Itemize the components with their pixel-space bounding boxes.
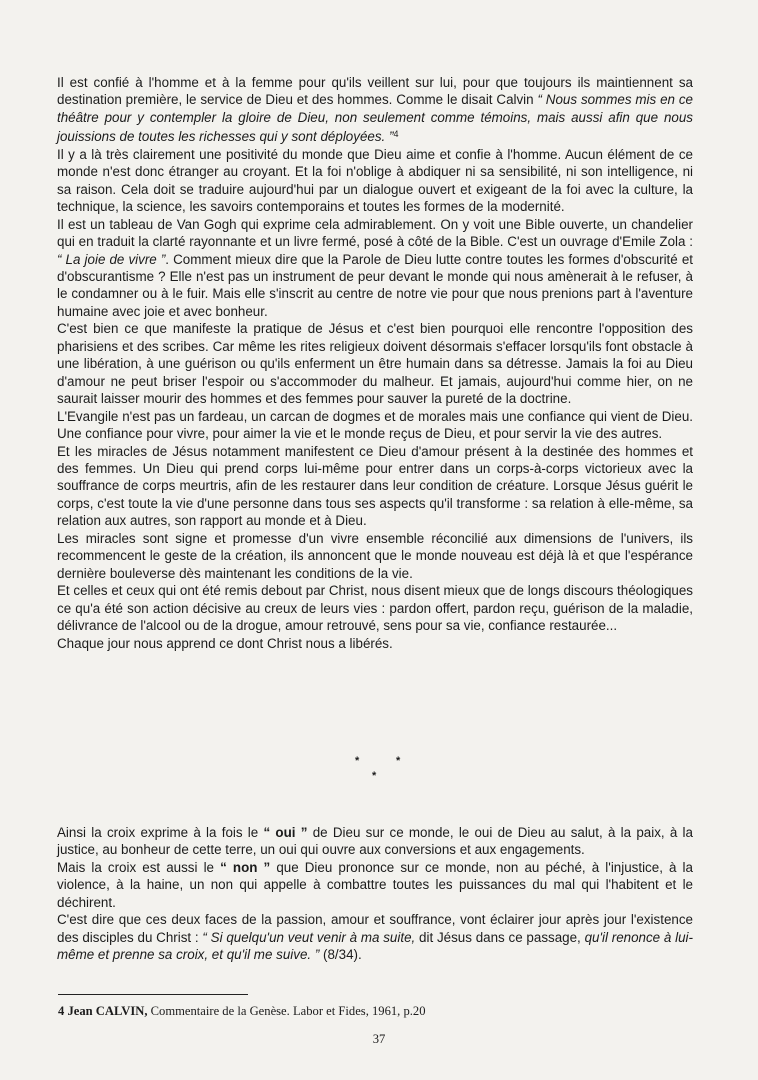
text-run: C'est dire que ces deux faces de la passion, amour et souffrance, vont éclairer jour après jour l'existence des disciples du Christ : <box>57 912 693 945</box>
text-run: Il est confié à l'homme et à la femme pour qu'ils veillent sur lui, pour que toujours ils maintiennent sa destination première, le service de Dieu et des hommes. Comme le disait Calvin <box>57 75 693 108</box>
separator-asterisk: * <box>372 770 377 782</box>
footnote-rule <box>58 994 248 995</box>
text-run: “ Si quelqu'un veut venir à ma suite, <box>202 929 416 945</box>
text-run: Mais la croix est aussi le <box>57 859 221 875</box>
text-run: Et les miracles de Jésus notamment manifestent ce Dieu d'amour présent à la destinée des hommes et des femmes. Un Dieu qui prend corps lui-même pour entrer dans un corps-à-corps victorieux avec la souffrance de corps meurtris, afin de les restaurer dans leur condition de créature. Lorsque Jésus guérit le corps, c'est toute la vie d'une personne dans tous ses aspects qu'il transforme : sa relation à elle-même, sa relation aux autres, son rapport au monde et à Dieu. <box>57 443 693 529</box>
paragraph <box>57 320 693 407</box>
text-run: (8/34). <box>319 947 362 963</box>
footnote-number: 4 <box>58 1004 65 1018</box>
text-run: “ Nous sommes mis en ce théâtre pour y contempler la gloire de Dieu, non seulement comme témoins, mais aussi afin que nous jouissions de toutes les richesses qui y sont déployées. ” <box>57 92 693 145</box>
text-run: dit Jésus dans ce passage, <box>415 929 585 945</box>
paragraph <box>57 635 693 652</box>
text-run: “ non ” <box>220 859 271 875</box>
text-run: “ La joie de vivre ” <box>57 251 166 267</box>
text-run: Il est un tableau de Van Gogh qui exprime cela admirablement. On y voit une Bible ouverte, un chandelier qui en traduit la clarté rayonnante et un livre fermé, posé à côté de la Bible. C'est un ouvrage d'Emile Zola : <box>57 216 693 250</box>
text-run: qu'il renonce à lui-même et prenne sa croix, et qu'il me suive. ” <box>57 929 693 963</box>
text-run: que Dieu prononce sur ce monde, non au péché, à l'injustice, à la violence, à la haine, un non qui appelle à combattre toutes les puissances du mal qui l'habitent et le déchirent. <box>57 859 693 910</box>
paragraph <box>57 408 693 443</box>
separator-asterisk: * <box>396 755 401 767</box>
footnote-author: Jean CALVIN, <box>67 1004 148 1018</box>
section-separator <box>0 756 758 786</box>
text-run: C'est bien ce que manifeste la pratique de Jésus et c'est bien pourquoi elle rencontre l'opposition des pharisiens et des scribes. Car même les rites religieux doivent désormais s'effacer lorsqu'ils font obstacle à une libération, à une guérison ou qu'ils enferment un être humain dans sa détresse. Jamais la foi au Dieu d'amour ne peut briser l'espoir ou s'accommoder du malheur. Et jamais, aujourd'hui comme hier, on ne saurait laisser mourir des hommes et des femmes pour sauver la pureté de la doctrine. <box>57 321 693 407</box>
separator-asterisk: * <box>355 755 360 767</box>
footnote <box>58 1003 426 1019</box>
paragraph <box>57 824 693 859</box>
footnote-ref: 4 <box>393 129 399 140</box>
paragraph <box>57 530 693 582</box>
closing-text <box>57 824 693 964</box>
paragraph <box>57 859 693 911</box>
text-run: Et celles et ceux qui ont été remis debout par Christ, nous disent mieux que de longs discours théologiques ce qu'a été son action décisive au creux de leurs vies : pardon offert, pardon reçu, guérison de la maladie, délivrance de l'alcool ou de la drogue, amour retrouvé, sens pour sa vie, confiance restaurée... <box>57 583 693 634</box>
page-number: 37 <box>372 1032 386 1046</box>
paragraph <box>57 582 693 634</box>
paragraph <box>57 146 693 216</box>
text-run: Les miracles sont signe et promesse d'un vivre ensemble réconcilié aux dimensions de l'univers, ils recommencent le geste de la création, ils annoncent que le monde nouveau est déjà là et que l'espérance dernière bouleverse dès maintenant les conditions de la vie. <box>57 530 693 581</box>
text-run: L'Evangile n'est pas un fardeau, un carcan de dogmes et de morales mais une confiance qui vient de Dieu. Une confiance pour vivre, pour aimer la vie et le monde reçus de Dieu, et pour servir la vie des autres. <box>57 408 693 442</box>
text-run: Il y a là très clairement une positivité du monde que Dieu aime et confie à l'homme. Aucun élément de ce monde n'est donc étranger au croyant. Et la foi n'oblige à abdiquer ni sa sensibilité, ni son intelligence, ni sa raison. Cela doit se traduire aujourd'hui par un dialogue ouvert et exigeant de la foi avec la culture, la technique, la science, les savoirs contemporains et toutes les formes de la modernité. <box>57 146 693 215</box>
paragraph <box>57 911 693 963</box>
text-run: de Dieu sur ce monde, le oui de Dieu au salut, à la paix, à la justice, au bonheur de cette terre, un oui qui ouvre aux conversions et aux engagements. <box>57 825 693 858</box>
text-run: . Comment mieux dire que la Parole de Dieu lutte contre toutes les formes d'obscurité et d'obscurantisme ? Elle n'est pas un instrument de peur devant le monde qui nous amènerait à le refuser, à le condamner ou à le fuir. Mais elle s'inscrit au centre de notre vie pour que nous prenions part à l'aventure humaine avec joie et avec bonheur. <box>57 251 693 319</box>
text-run: “ oui ” <box>263 825 308 840</box>
paragraph <box>57 216 693 321</box>
text-run: Ainsi la croix exprime à la fois le <box>57 825 264 840</box>
body-text <box>57 74 693 652</box>
paragraph <box>57 74 693 146</box>
footnote-text: Commentaire de la Genèse. Labor et Fides, 1961, p.20 <box>147 1004 426 1018</box>
paragraph <box>57 443 693 530</box>
text-run: Chaque jour nous apprend ce dont Christ nous a libérés. <box>57 635 393 651</box>
